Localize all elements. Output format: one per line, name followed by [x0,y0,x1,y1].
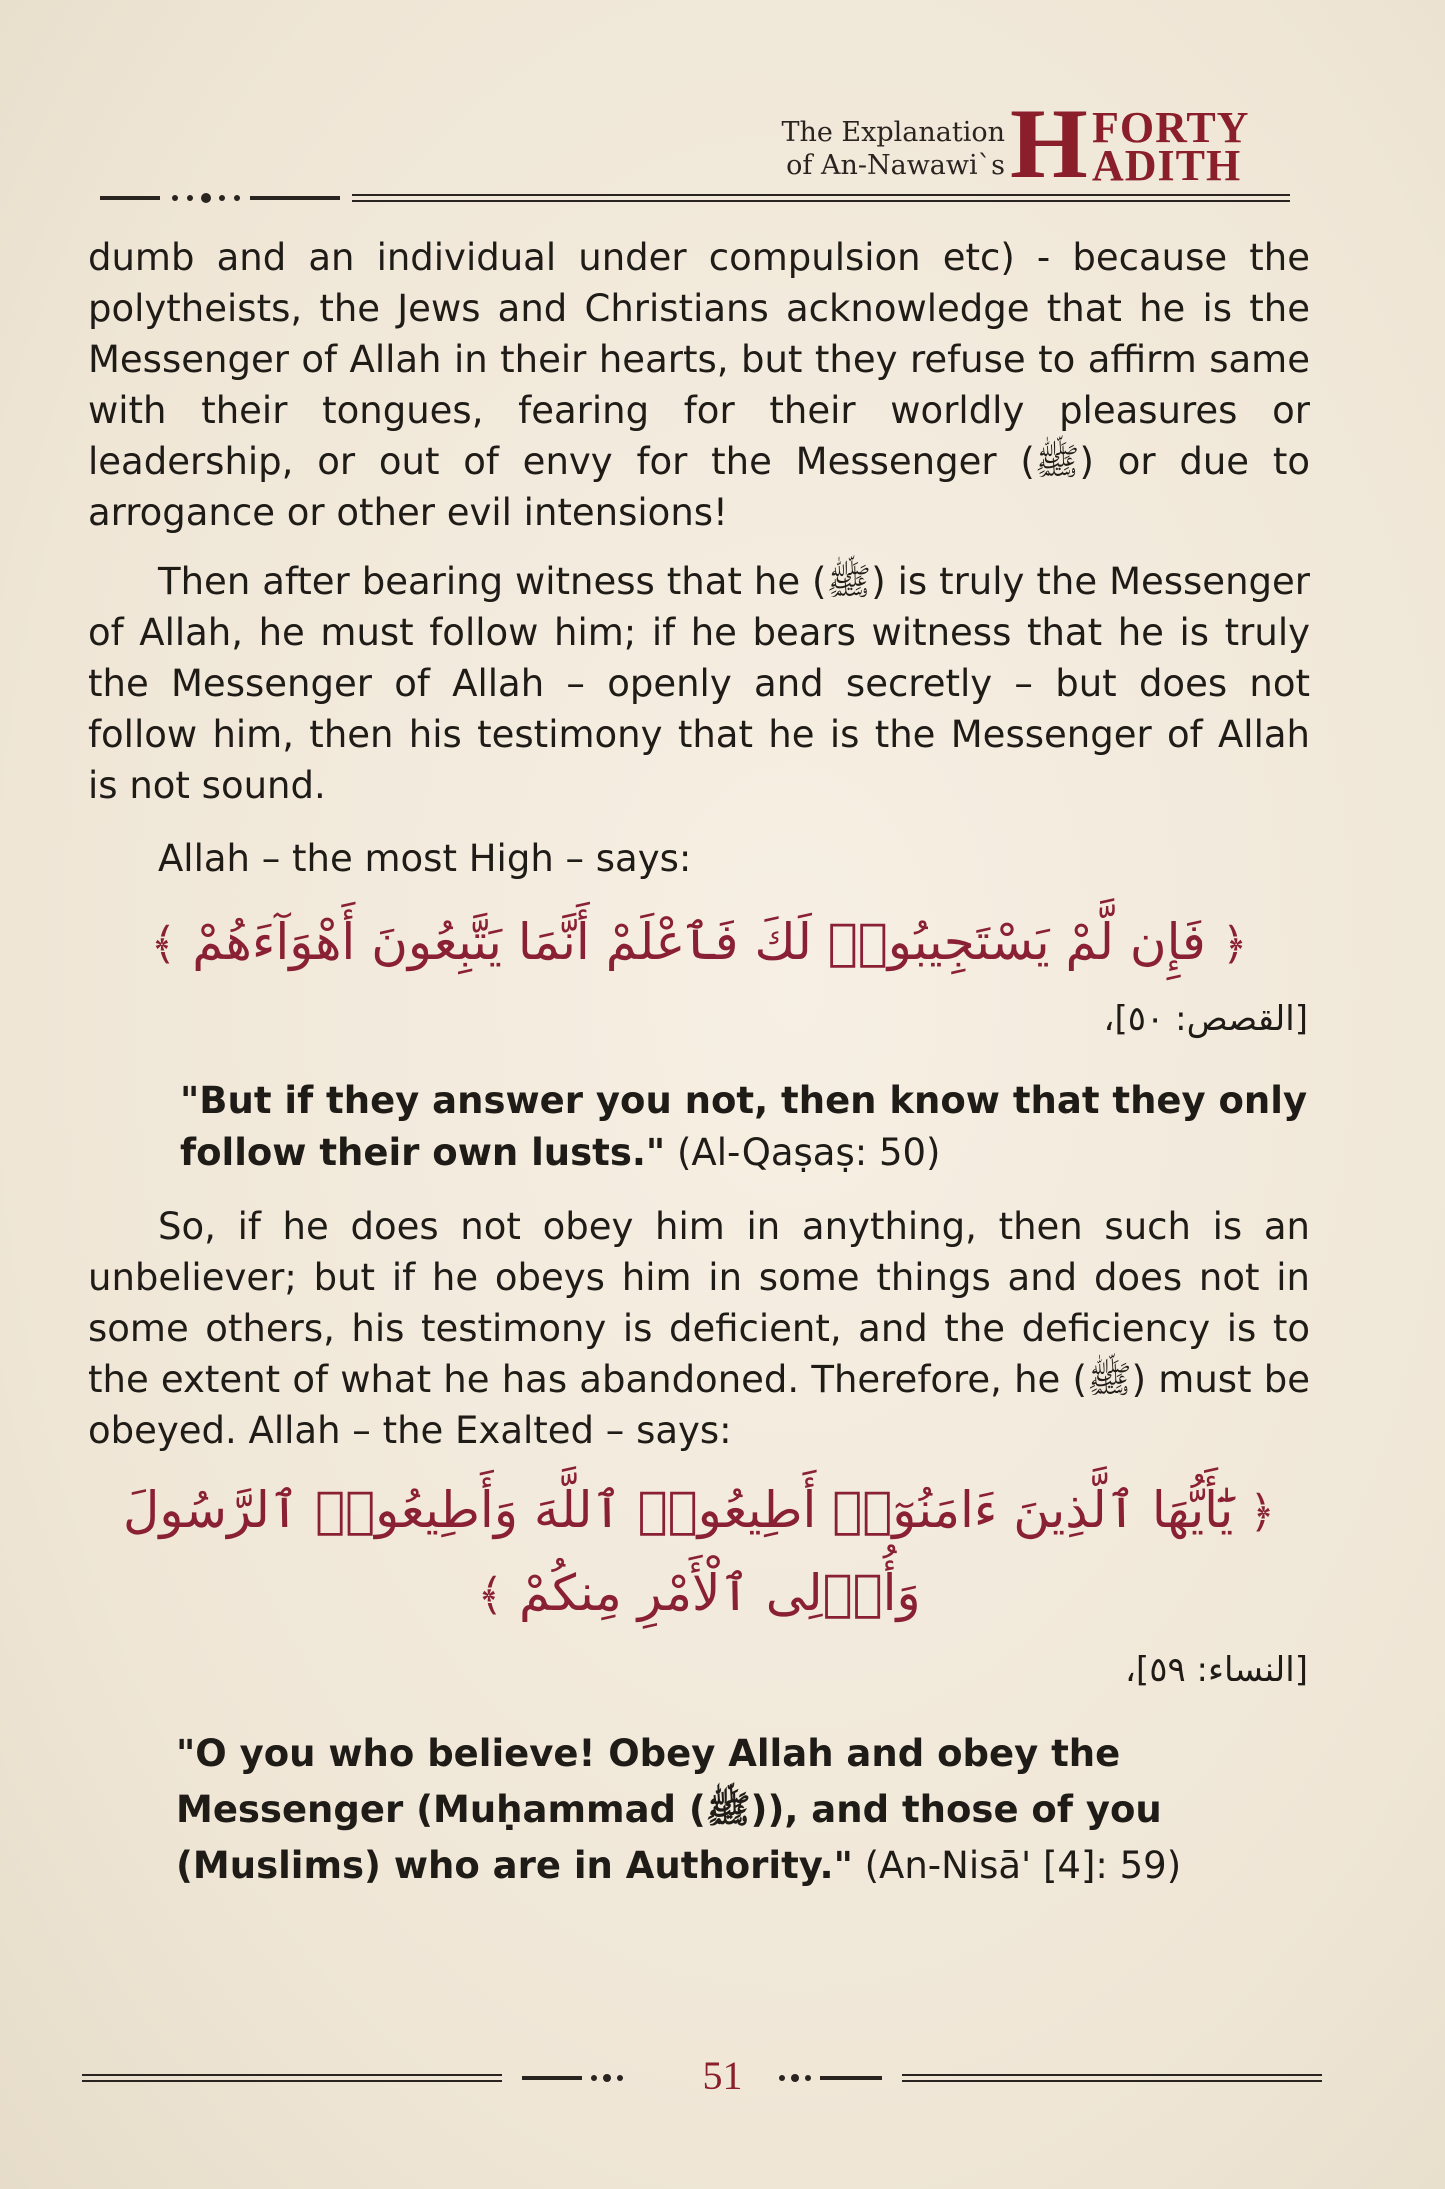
translation-text: "O you who believe! Obey Allah and obey the Messenger (Muḥammad (ﷺ)), and those of you (Muslims) who are in Authority." [176,1732,1162,1887]
paragraph: So, if he does not obey him in anything, then such is an unbeliever; but if he obeys him in some things and does not in some others, his testimony is deficient, and the deficiency is to the extent of what he has abandoned. Therefore, he (ﷺ) must be obeyed. Allah – the Exalted – says: [88,1205,1311,1452]
verse-intro: Allah – the most High – says: [158,837,692,880]
verse-bracket-right-icon: ﴿ [1249,1487,1275,1538]
verse-translation [88,1075,1310,1179]
verse-translation [88,1726,1310,1894]
verse-bracket-left-icon: ﴾ [477,1570,504,1621]
verse-text: يَٰٓأَيُّهَا ٱلَّذِينَ ءَامَنُوٓا۟ أَطِيعُوا۟ ٱللَّهَ وَأَطِيعُوا۟ ٱلرَّسُولَ وَأُو۟لِى ٱلْأَمْرِ مِنكُمْ [123,1481,1234,1622]
header-title-letter: H [1010,88,1088,199]
paragraph: dumb and an individual under compulsion etc) - because the polytheists, the Jews and Christians acknowledge that he is the Messenger of Allah in their hearts, but they refuse to affirm same with their tongues, fearing for their worldly pleasures or leadership, or out of envy for the Messenger (ﷺ) or due to arrogance or other evil intensions! [88,236,1310,534]
verse-reference-arabic: [القصص: ٥٠]، [1103,999,1308,1039]
verse-text: فَإِن لَّمْ يَسْتَجِيبُوا۟ لَكَ فَٱعْلَمْ أَنَّمَا يَتَّبِعُونَ أَهْوَآءَهُمْ [192,913,1206,971]
header-rule-ornament [100,190,1290,210]
running-header [770,88,1290,199]
verse-reference-arabic: [النساء: ٥٩]، [1124,1650,1308,1690]
page-number: 51 [702,2053,743,2098]
header-subtitle [770,116,1005,182]
paragraph: Then after bearing witness that he (ﷺ) is truly the Messenger of Allah, he must follow him; if he bears witness that he is truly the Messenger of Allah – openly and secretly – but does not follow him, then his testimony that he is the Messenger of Allah is not sound. [88,560,1310,807]
header-subtitle-line2: of An-Nawawi`s [786,150,1005,181]
quran-verse-arabic [88,1470,1310,1636]
quran-verse-arabic [88,902,1310,985]
translation-reference: (An-Nisā' [4]: 59) [852,1844,1182,1887]
header-title-forty: FORTY [1092,103,1250,152]
verse-bracket-right-icon: ﴿ [1221,919,1248,970]
translation-reference: (Al-Qaṣaṣ: 50) [665,1131,941,1174]
translation-text: "But if they answer you not, then know that they only follow their own lusts." [180,1079,1308,1174]
header-subtitle-line1: The Explanation [781,117,1005,148]
header-title-hadith: ADITH [1092,141,1242,190]
page-body [88,232,1310,1894]
verse-bracket-left-icon: ﴾ [150,919,177,970]
